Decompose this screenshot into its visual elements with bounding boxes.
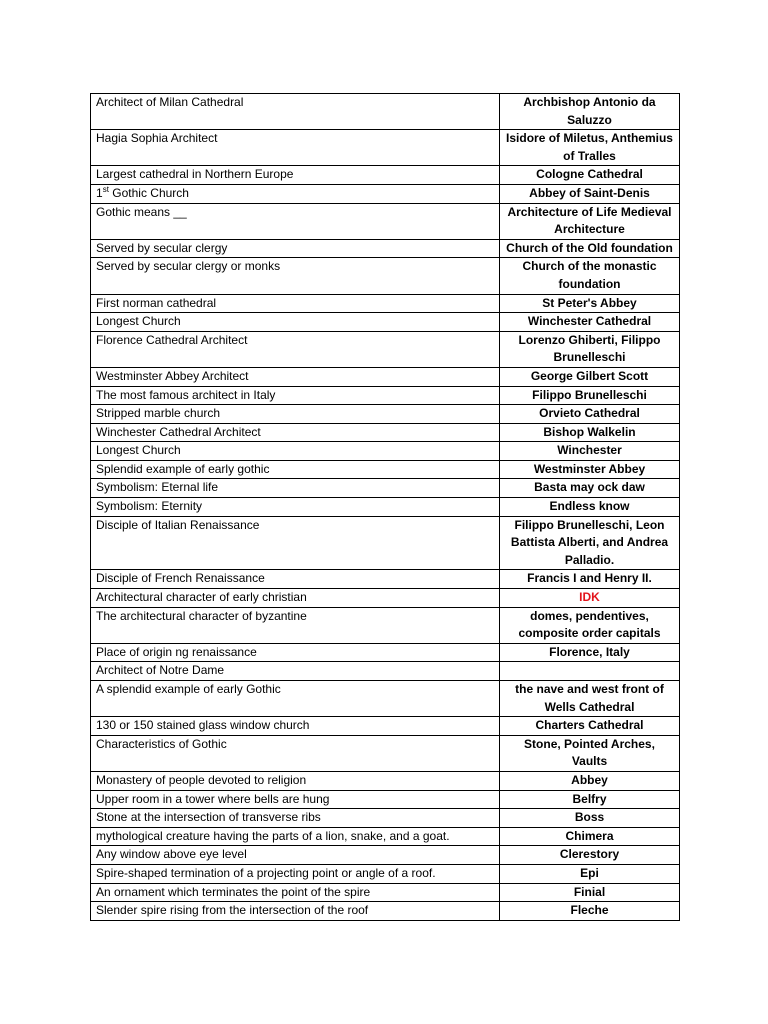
table-row — [91, 442, 680, 461]
question-cell: Upper room in a tower where bells are hung — [91, 790, 500, 809]
table-row — [91, 790, 680, 809]
answer-cell: Stone, Pointed Arches, Vaults — [500, 735, 680, 771]
question-cell: Served by secular clergy — [91, 239, 500, 258]
answer-cell: Winchester — [500, 442, 680, 461]
question-cell: Hagia Sophia Architect — [91, 130, 500, 166]
answer-cell: Belfry — [500, 790, 680, 809]
question-cell: The most famous architect in Italy — [91, 386, 500, 405]
question-cell: First norman cathedral — [91, 294, 500, 313]
answer-cell: Filippo Brunelleschi — [500, 386, 680, 405]
answer-cell: Endless know — [500, 498, 680, 517]
answer-cell: Finial — [500, 883, 680, 902]
question-cell: 130 or 150 stained glass window church — [91, 717, 500, 736]
table-row — [91, 460, 680, 479]
question-cell: Symbolism: Eternity — [91, 498, 500, 517]
question-cell: Architect of Milan Cathedral — [91, 94, 500, 130]
answer-cell: Church of the Old foundation — [500, 239, 680, 258]
table-row — [91, 864, 680, 883]
question-cell: Longest Church — [91, 313, 500, 332]
answer-cell: the nave and west front of Wells Cathedral — [500, 681, 680, 717]
table-row — [91, 846, 680, 865]
ordinal-number: 1 — [96, 185, 103, 200]
table-row — [91, 313, 680, 332]
question-cell: Westminster Abbey Architect — [91, 367, 500, 386]
table-row — [91, 681, 680, 717]
table-row — [91, 827, 680, 846]
question-cell: Architectural character of early christian — [91, 589, 500, 608]
question-text: Gothic Church — [108, 185, 189, 200]
answer-cell: Clerestory — [500, 846, 680, 865]
answer-cell: Basta may ock daw — [500, 479, 680, 498]
answer-cell: Florence, Italy — [500, 643, 680, 662]
answer-cell: Francis I and Henry II. — [500, 570, 680, 589]
answer-cell: St Peter's Abbey — [500, 294, 680, 313]
table-row — [91, 423, 680, 442]
answer-cell: Epi — [500, 864, 680, 883]
answer-cell: Archbishop Antonio da Saluzzo — [500, 94, 680, 130]
answer-cell: Bishop Walkelin — [500, 423, 680, 442]
table-row — [91, 203, 680, 239]
table-row — [91, 405, 680, 424]
answer-cell: Winchester Cathedral — [500, 313, 680, 332]
table-row — [91, 662, 680, 681]
table-row — [91, 184, 680, 203]
question-cell: Place of origin ng renaissance — [91, 643, 500, 662]
question-cell: mythological creature having the parts of a lion, snake, and a goat. — [91, 827, 500, 846]
answer-cell: Lorenzo Ghiberti, Filippo Brunelleschi — [500, 331, 680, 367]
table-row — [91, 294, 680, 313]
table-row — [91, 607, 680, 643]
question-cell: Slender spire rising from the intersection of the roof — [91, 902, 500, 921]
answer-cell: Charters Cathedral — [500, 717, 680, 736]
question-cell: Spire-shaped termination of a projecting point or angle of a roof. — [91, 864, 500, 883]
question-cell: Gothic means __ — [91, 203, 500, 239]
answer-cell: Boss — [500, 809, 680, 828]
question-cell: Stone at the intersection of transverse ribs — [91, 809, 500, 828]
answer-cell: Orvieto Cathedral — [500, 405, 680, 424]
answer-cell: Cologne Cathedral — [500, 166, 680, 185]
answer-cell: Abbey of Saint-Denis — [500, 184, 680, 203]
table-row — [91, 717, 680, 736]
table-row — [91, 570, 680, 589]
question-cell: Stripped marble church — [91, 405, 500, 424]
table-row — [91, 331, 680, 367]
question-cell: Splendid example of early gothic — [91, 460, 500, 479]
table-row — [91, 902, 680, 921]
table-row — [91, 643, 680, 662]
table-row — [91, 130, 680, 166]
answer-cell: Westminster Abbey — [500, 460, 680, 479]
table-row — [91, 589, 680, 608]
question-cell: An ornament which terminates the point of the spire — [91, 883, 500, 902]
question-cell: Disciple of French Renaissance — [91, 570, 500, 589]
answer-cell: George Gilbert Scott — [500, 367, 680, 386]
table-row — [91, 258, 680, 294]
answer-cell: Abbey — [500, 771, 680, 790]
question-cell: Largest cathedral in Northern Europe — [91, 166, 500, 185]
question-cell: The architectural character of byzantine — [91, 607, 500, 643]
table-row — [91, 516, 680, 570]
question-cell — [91, 184, 500, 203]
table-body — [91, 94, 680, 921]
question-cell: Longest Church — [91, 442, 500, 461]
table-row — [91, 883, 680, 902]
question-cell: A splendid example of early Gothic — [91, 681, 500, 717]
answer-cell: Church of the monastic foundation — [500, 258, 680, 294]
table-row — [91, 94, 680, 130]
answer-cell: Isidore of Miletus, Anthemius of Tralles — [500, 130, 680, 166]
table-row — [91, 771, 680, 790]
answer-cell: Fleche — [500, 902, 680, 921]
answer-cell: Filippo Brunelleschi, Leon Battista Alberti, and Andrea Palladio. — [500, 516, 680, 570]
question-cell: Monastery of people devoted to religion — [91, 771, 500, 790]
answer-cell: Chimera — [500, 827, 680, 846]
ordinal-suffix: st — [102, 184, 109, 194]
answer-cell-empty — [500, 662, 680, 681]
question-cell: Winchester Cathedral Architect — [91, 423, 500, 442]
table-row — [91, 239, 680, 258]
question-cell: Served by secular clergy or monks — [91, 258, 500, 294]
table-row — [91, 166, 680, 185]
question-cell: Architect of Notre Dame — [91, 662, 500, 681]
question-cell: Any window above eye level — [91, 846, 500, 865]
table-row — [91, 479, 680, 498]
question-cell: Florence Cathedral Architect — [91, 331, 500, 367]
table-row — [91, 735, 680, 771]
table-row — [91, 367, 680, 386]
answer-cell-highlighted: IDK — [500, 589, 680, 608]
table-row — [91, 809, 680, 828]
question-cell: Disciple of Italian Renaissance — [91, 516, 500, 570]
table-row — [91, 498, 680, 517]
question-cell: Symbolism: Eternal life — [91, 479, 500, 498]
question-cell: Characteristics of Gothic — [91, 735, 500, 771]
question-answer-table — [90, 93, 680, 921]
answer-cell: domes, pendentives, composite order capitals — [500, 607, 680, 643]
table-row — [91, 386, 680, 405]
answer-cell: Architecture of Life Medieval Architecture — [500, 203, 680, 239]
